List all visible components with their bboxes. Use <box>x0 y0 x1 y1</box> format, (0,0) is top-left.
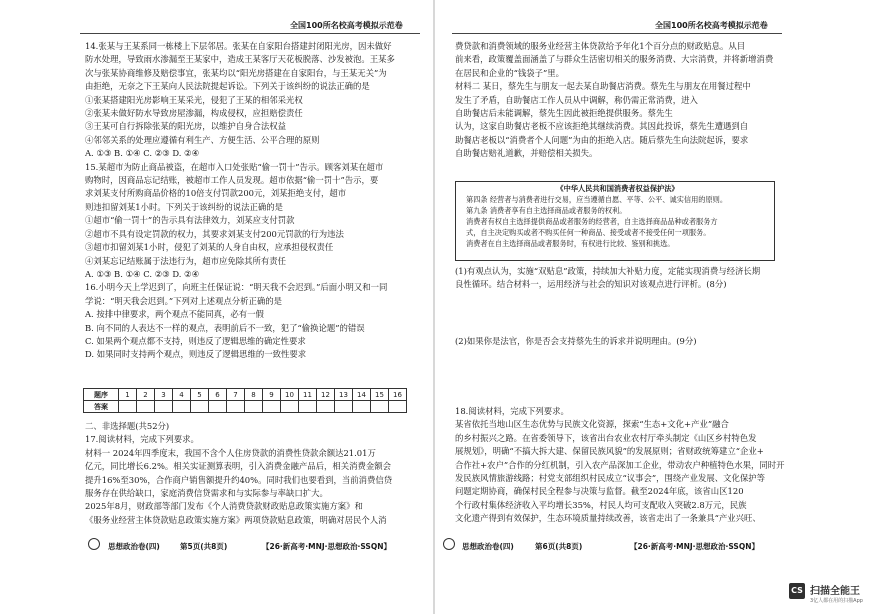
text-line: 二、非选择题(共52分) <box>85 421 170 431</box>
text-line: 助餐店老板以“消费者个人问题”为由的拒绝入店。随后蔡先生向法院起诉，要求 <box>455 134 749 145</box>
text-line: 学说：“明天我会迟到。”下列对上述观点分析正确的是 <box>85 295 282 306</box>
text-line: 亿元，同比增长6.2%。相关实证测算表明，引入消费金融产品后，相关消费金额会 <box>85 461 392 472</box>
answer-table-number: 6 <box>209 389 227 401</box>
answer-table-cell[interactable] <box>299 401 317 413</box>
text-line: 15.某超市为防止商品被盗，在超市入口处张贴“偷一罚十”告示。顾客刘某在超市 <box>85 161 384 172</box>
text-line: 发民族风情旅游线路；村党支部组织村民成立“议事会”，围绕产业发展、文化保护等 <box>455 473 766 484</box>
text-line: 2025年8月，财政部等部门发布《个人消费贷款财政贴息政策实施方案》和 <box>85 501 363 512</box>
text-line: B. 向不同的人表达不一样的观点，表明前后不一致，犯了“偷换论题”的错误 <box>85 322 365 333</box>
law-line: 式，自主决定购买或者不购买任何一种商品、接受或者不接受任何一项服务。 <box>466 228 711 237</box>
right-question-2: (2)如果你是法官，你是否会支持蔡先生的诉求并说明理由。(9分) <box>455 336 697 346</box>
answer-table-cell[interactable] <box>191 401 209 413</box>
text-line: D. 如果同时支持两个观点，则违反了逻辑思维的一致性要求 <box>85 349 307 360</box>
answer-table-cell[interactable] <box>137 401 155 413</box>
law-line: 第九条 消费者享有自主选择商品或者服务的权利。 <box>466 206 627 215</box>
law-title: 《中华人民共和国消费者权益保护法》 <box>556 184 679 193</box>
text-line: 购物时，因商品忘记结账，被超市工作人员发现。超市依据“偷一罚十”告示，要 <box>85 175 379 186</box>
answer-table-number: 7 <box>227 389 245 401</box>
law-box <box>455 181 775 261</box>
watermark-sub: 3亿人都在用的扫描App <box>810 598 863 604</box>
text-line: 合作社+农户”合作的分红机制，引入农产品深加工企业，带动农户种植特色水果，同时开 <box>455 459 785 470</box>
footer-right-page: 第6页(共8页) <box>535 542 583 551</box>
answer-table-number: 15 <box>371 389 389 401</box>
answer-table-number: 16 <box>389 389 407 401</box>
text-line: A. ①③ B. ①④ C. ②③ D. ②④ <box>85 148 200 159</box>
camscanner-logo-icon: CS <box>789 583 805 599</box>
text-line: 服务存在供给缺口，家庭消费信贷需求和与实际参与率缺口扩大。 <box>85 488 328 499</box>
watermark-brand: 扫描全能王 <box>810 586 860 597</box>
text-line: 问题定期协商，确保村民全程参与决策与监督。截至2024年底，该省山区120 <box>455 486 744 497</box>
text-line: 提升16%至30%，合作商户销售额提升约40%。同时我们也要看到，当前消费信贷 <box>85 474 393 485</box>
text-line: A. 按排中律要求，两个观点不能同真，必有一假 <box>85 309 264 320</box>
answer-table-number: 4 <box>173 389 191 401</box>
answer-table-cell[interactable] <box>389 401 407 413</box>
text-line: 材料二 某日，蔡先生与朋友一起去某自助餐店消费。蔡先生与朋友在用餐过程中 <box>455 81 751 92</box>
text-line: 自助餐店赔礼道歉，并赔偿相关损失。 <box>455 148 598 159</box>
header-right-rule <box>452 33 782 34</box>
answer-table-number: 9 <box>263 389 281 401</box>
answer-table-number: 12 <box>317 389 335 401</box>
left-column-top <box>85 40 395 362</box>
text-line: 发生了矛盾，自助餐店工作人员从中调解，称仍需正常消费，进入 <box>455 94 698 105</box>
text-line: C. 如果两个观点都不支持，则违反了逻辑思维的确定性要求 <box>85 335 306 346</box>
text-line: 的乡村振兴之路。在省委领导下，该省出台农业农村厅牵头制定《山区乡村特色发 <box>455 432 757 443</box>
text-line: 14.张某与王某系同一栋楼上下层邻居。张某在自家阳台搭建封闭阳光房，因未做好 <box>85 41 392 51</box>
text-line: 良性循环。结合材料一，运用经济与社会的知识对该观点进行评析。(8分) <box>455 279 727 290</box>
header-left: 全国100所名校高考模拟示范卷 <box>290 21 403 30</box>
answer-table-cell[interactable] <box>173 401 191 413</box>
answer-table-number: 3 <box>155 389 173 401</box>
text-line: 《服务业经营主体贷款贴息政策实施方案》两项贷款贴息政策，明确对居民个人消 <box>85 514 387 525</box>
law-line: 消费者有权自主选择提供商品或者服务的经营者，自主选择商品品种或者服务方 <box>466 217 718 226</box>
header-left-rule <box>80 33 420 34</box>
text-line: 认为，这家自助餐店老板不应该拒绝其继续消费。其因此投诉，蔡先生遭遇到自 <box>455 121 749 132</box>
text-line: 个行政村集体经济收入平均增长35%，村民人均可支配收入突破2.8万元，民族 <box>455 499 747 510</box>
right-question-1 <box>455 265 760 292</box>
answer-table <box>83 388 407 413</box>
answer-table-number: 1 <box>119 389 137 401</box>
text-line: 在居民和企业的“钱袋子”里。 <box>455 67 565 78</box>
answer-table-number: 10 <box>281 389 299 401</box>
answer-table-number: 13 <box>335 389 353 401</box>
right-column-top <box>455 40 773 161</box>
text-line: ①张某搭建阳光房影响王某采光，侵犯了王某的相邻采光权 <box>85 94 303 105</box>
footer-right-subject: 思想政治卷(四) <box>462 542 514 551</box>
text-line: 16.小明今天上学迟到了，向班主任保证说：“明天我不会迟到。”后面小明又和一同 <box>85 282 388 293</box>
text-line: (1)有观点认为，实施“双贴息”政策，持续加大补贴力度，定能实现消费与经济长期 <box>455 266 761 276</box>
right-column-bottom <box>455 405 785 526</box>
page-fold <box>433 0 435 614</box>
answer-table-label-answer: 答案 <box>84 401 119 413</box>
text-line: ②张某未做好防水导致房屋渗漏，构成侵权，应担赔偿责任 <box>85 108 303 119</box>
footer-left-circle-icon <box>88 538 100 550</box>
text-line: 防水处理，导致雨水渗漏至王某家中，造成王某客厅天花板脱落、沙发被泡。王某多 <box>85 54 395 65</box>
answer-table-cell[interactable] <box>119 401 137 413</box>
text-line: 某省依托当地山区生态优势与民族文化资源，探索“生态+文化+产业”融合 <box>455 419 729 430</box>
text-line: 18.阅读材料，完成下列要求。 <box>455 406 569 416</box>
answer-table-number: 5 <box>191 389 209 401</box>
answer-table-cell[interactable] <box>155 401 173 413</box>
text-line: ③超市扣留刘某1小时，侵犯了刘某的人身自由权，应承担侵权责任 <box>85 242 334 253</box>
text-line: 费贷款和消费领域的服务业经营主体贷款给予年化1个百分点的财政贴息。从目 <box>455 41 746 51</box>
answer-table-number: 11 <box>299 389 317 401</box>
footer-right-code: 【26·新高考·MNJ·思想政治·SSQN】 <box>630 542 759 551</box>
answer-table-cell[interactable] <box>317 401 335 413</box>
footer-left-page: 第5页(共8页) <box>180 542 228 551</box>
text-line: ④刘某忘记结账属于法违行为，超市应免除其所有责任 <box>85 255 286 266</box>
text-line: 展规划》，明确“不搞大拆大建、保留民族风貌”的发展原则；省财政统筹建立“企业+ <box>455 446 764 457</box>
answer-table-cell[interactable] <box>245 401 263 413</box>
answer-table-cell[interactable] <box>353 401 371 413</box>
answer-table-cell[interactable] <box>281 401 299 413</box>
answer-table-cell[interactable] <box>371 401 389 413</box>
law-line: 第四条 经营者与消费者进行交易，应当遵循自愿、平等、公平、诚实信用的原则。 <box>466 195 728 204</box>
text-line: ②超市不具有设定罚款的权力，其要求刘某支付200元罚款的行为违法 <box>85 228 344 239</box>
text-line: 求刘某支付所购商品价格的10倍支付罚款200元，刘某拒绝支付，超市 <box>85 188 347 199</box>
text-line: ④邻邻关系的处理应遵循有利生产、方便生活、公平合理的原则 <box>85 134 320 145</box>
answer-table-cell[interactable] <box>227 401 245 413</box>
answer-table-number: 14 <box>353 389 371 401</box>
law-line: 消费者在自主选择商品或者服务时，有权进行比较、鉴别和挑选。 <box>466 239 675 248</box>
text-line: 前来看，政策覆盖面涵盖了与群众生活密切相关的服务消费、大宗消费，并将新增消费 <box>455 54 774 65</box>
answer-table-cell[interactable] <box>335 401 353 413</box>
left-column-bottom <box>85 420 392 527</box>
answer-table-cell[interactable] <box>263 401 281 413</box>
text-line: 则违扣留刘某1小时。下列关于该纠纷的说法正确的是 <box>85 201 283 212</box>
text-line: 由拒绝，无奈之下王某向人民法院提起诉讼。下列关于该纠纷的说法正确的是 <box>85 81 370 92</box>
text-line: ③王某可自行拆除张某的阳光房，以维护自身合法权益 <box>85 121 286 132</box>
answer-table-label-number: 题序 <box>84 389 119 401</box>
text-line: 17.阅读材料，完成下列要求。 <box>85 434 199 445</box>
header-right: 全国100所名校高考模拟示范卷 <box>655 21 768 30</box>
footer-right-circle-icon <box>443 538 455 550</box>
text-line: 文化遗产得到有效保护，生态环境质量持续改善，该省走出了一条兼具“产业兴旺、 <box>455 513 761 524</box>
footer-left-code: 【26·新高考·MNJ·思想政治·SSQN】 <box>262 542 391 551</box>
text-line: 自助餐店后未能调解，蔡先生因此被拒绝提供服务。蔡先生 <box>455 108 673 119</box>
text-line: 次与张某协商维修及赔偿事宜，张某均以“阳光房搭建在自家阳台，与王某无关”为 <box>85 67 387 78</box>
text-line: ①超市“偷一罚十”的告示具有法律效力，刘某应支付罚款 <box>85 215 295 226</box>
text-line: A. ①③ B. ①④ C. ②③ D. ②④ <box>85 268 200 279</box>
footer-left-subject: 思想政治卷(四) <box>108 542 160 551</box>
text-line: 材料一 2024年四季度末，我国不含个人住房贷款的消费性贷款余额达21.01万 <box>85 447 376 458</box>
answer-table-number: 2 <box>137 389 155 401</box>
answer-table-cell[interactable] <box>209 401 227 413</box>
answer-table-number: 8 <box>245 389 263 401</box>
